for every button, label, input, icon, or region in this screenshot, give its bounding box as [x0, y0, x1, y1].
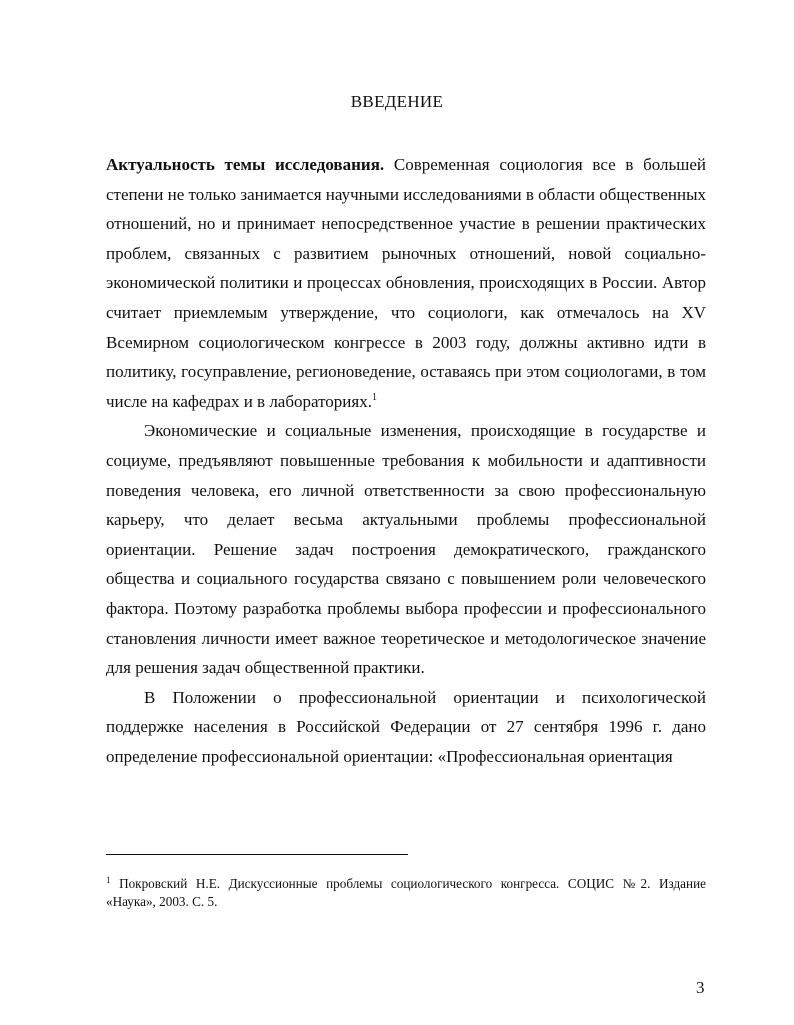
relevance-text: Современная социология все в большей степени не только занимается научными исследованиями в области общественных отношений, но и принимает непосредственное участие в решении практических проблем, связанных с развитием рыночных отношений, новой социально-экономической политики и процессах обновления, происходящих в России. Автор считает приемлемым утверждение, что социологи, как отмечалось на XV Всемирном социологическом конгрессе в 2003 году, должны активно идти в политику, госуправление, регионоведение, оставаясь при этом социологами, в том числе на кафедрах и в лабораториях.: [106, 155, 707, 411]
footnote: [106, 875, 706, 911]
paragraph-regulation: В Положении о профессиональной ориентации и психологической поддержке населения в Российской Федерации от 27 сентября 1996 г. дано определение профессиональной ориентации: «Профессиональная ориентация: [106, 687, 706, 766]
paragraph-economic-changes: Экономические и социальные изменения, происходящие в государстве и социуме, предъявляют повышенные требования к мобильности и адаптивности поведения человека, его личной ответственности за свою профессиональную карьеру, что делает весьма актуальными проблемы профессиональной ориентации. Решение задач построения демократического, гражданского общества и социального государства связано с повышением роли человеческого фактора. Поэтому разработка проблемы выбора профессии и профессионального становления личности имеет важное теоретическое и методологическое значение для решения задач общественной практики.: [106, 421, 706, 678]
page-title: ВВЕДЕНИЕ: [350, 92, 444, 111]
page-number: 3: [696, 978, 705, 997]
footnote-text: Покровский Н.Е. Дискуссионные проблемы социологического конгресса. СОЦИС №2. Издание «Наука», 2003. С. 5.: [106, 876, 706, 909]
footnote-reference[interactable]: 1: [371, 391, 377, 403]
paragraph-relevance: [106, 150, 706, 416]
footnote-marker: 1: [106, 875, 111, 885]
relevance-heading: Актуальность темы исследования.: [106, 155, 385, 174]
main-text: [106, 150, 706, 771]
footnote-divider: [106, 854, 408, 855]
